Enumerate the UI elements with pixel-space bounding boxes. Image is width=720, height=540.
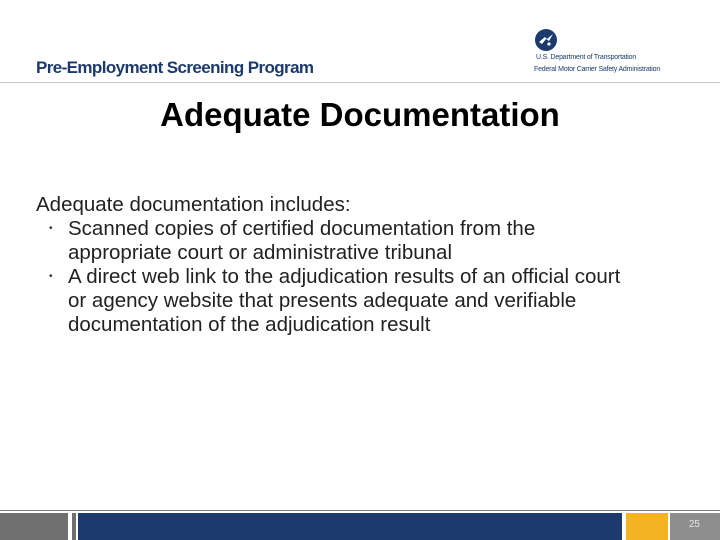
program-title: Pre-Employment Screening Program bbox=[36, 58, 314, 77]
list-item bbox=[36, 265, 636, 337]
footer-segment-gray bbox=[0, 513, 68, 540]
slide-content bbox=[36, 193, 636, 337]
bullet-icon: • bbox=[49, 271, 53, 282]
page-number: 25 bbox=[688, 519, 700, 530]
agency-logo bbox=[530, 28, 690, 76]
bullet-text: A direct web link to the adjudication results of an official court or agency website that presents adequate and verifiable documentation of the adjudication result bbox=[68, 265, 621, 336]
intro-text: Adequate documentation includes: bbox=[36, 193, 351, 216]
list-item bbox=[36, 217, 636, 265]
bullet-icon: • bbox=[49, 223, 53, 234]
agency-line-2: Federal Motor Carrier Safety Administration bbox=[534, 66, 661, 73]
slide-title: Adequate Documentation bbox=[160, 96, 560, 133]
header-divider bbox=[0, 82, 720, 83]
agency-line-1: U.S. Department of Transportation bbox=[536, 54, 637, 61]
footer-divider bbox=[0, 510, 720, 511]
bullet-text: Scanned copies of certified documentation from the appropriate court or administrative tribunal bbox=[68, 217, 536, 264]
footer-segment-navy bbox=[78, 513, 622, 540]
footer-segment-gray-thin bbox=[72, 513, 76, 540]
footer-segment-gold bbox=[626, 513, 668, 540]
footer-bar bbox=[0, 510, 720, 540]
bullet-list bbox=[36, 217, 636, 337]
dot-eagle-logo-icon bbox=[534, 28, 558, 52]
